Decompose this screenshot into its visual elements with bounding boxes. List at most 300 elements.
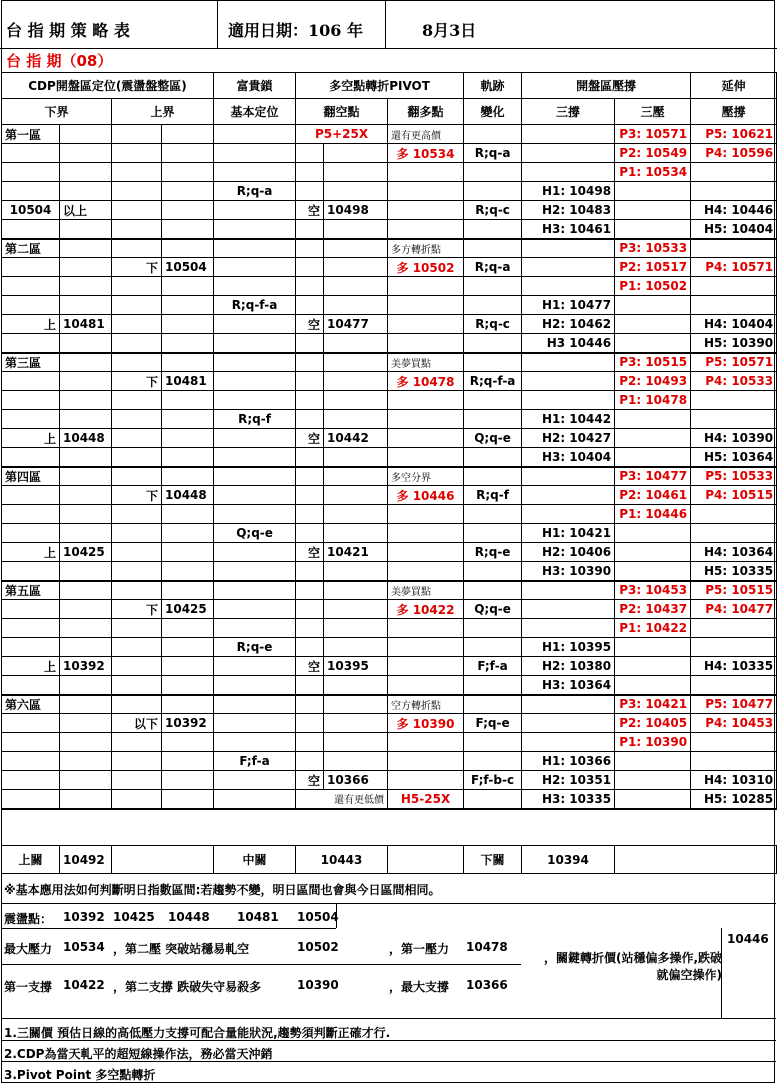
long-value: 10534 bbox=[412, 146, 455, 161]
short-mark: 空 bbox=[296, 315, 324, 334]
footnote: 2.CDP為當天軋平的超短線操作法，務必當天沖銷 bbox=[4, 1047, 273, 1061]
short-value: 10366 bbox=[324, 771, 388, 790]
upper-value bbox=[162, 220, 214, 239]
extension-level bbox=[691, 638, 777, 657]
upper-mark bbox=[112, 543, 162, 562]
long-cell bbox=[388, 524, 464, 543]
lower-mark bbox=[2, 619, 60, 638]
fugui-position bbox=[214, 676, 296, 695]
short-mark: 空 bbox=[296, 657, 324, 676]
extension-level: H4: 10310 bbox=[691, 771, 777, 790]
upper-value bbox=[162, 543, 214, 562]
short-value bbox=[324, 695, 388, 714]
lower-mark bbox=[2, 505, 60, 524]
extension-level bbox=[691, 163, 777, 182]
zone-row bbox=[2, 714, 777, 733]
resistance-level bbox=[615, 543, 691, 562]
lower-value bbox=[60, 372, 112, 391]
extension-level: H4: 10446 bbox=[691, 201, 777, 220]
resistance-level bbox=[615, 182, 691, 201]
resistance-level bbox=[615, 790, 691, 809]
track-change bbox=[464, 733, 522, 752]
track-change: R;q-c bbox=[464, 201, 522, 220]
resistance-level: P1: 10534 bbox=[615, 163, 691, 182]
upper-mark: 下 bbox=[112, 486, 162, 505]
upper-mark bbox=[112, 581, 162, 600]
fugui-position bbox=[214, 657, 296, 676]
upper-value bbox=[162, 562, 214, 581]
support-level bbox=[522, 505, 615, 524]
long-cell bbox=[388, 771, 464, 790]
max-resistance-label: 最大壓力 bbox=[4, 942, 53, 956]
upper-mark: 以下 bbox=[112, 714, 162, 733]
resistance-level: P1: 10422 bbox=[615, 619, 691, 638]
zone-name: 第六區 bbox=[2, 695, 60, 714]
upper-mark bbox=[112, 752, 162, 771]
resistance-level bbox=[615, 752, 691, 771]
extension-level bbox=[691, 676, 777, 695]
zone-row bbox=[2, 505, 777, 524]
support-level bbox=[522, 239, 615, 258]
resistance-level bbox=[615, 315, 691, 334]
track-change: F;q-e bbox=[464, 714, 522, 733]
short-mark bbox=[296, 220, 324, 239]
support-level bbox=[522, 277, 615, 296]
zone-row bbox=[2, 467, 777, 486]
short-value bbox=[324, 505, 388, 524]
lower-value: 10425 bbox=[60, 543, 112, 562]
fugui-position bbox=[214, 315, 296, 334]
track-change bbox=[464, 505, 522, 524]
track-change bbox=[464, 581, 522, 600]
short-value bbox=[324, 391, 388, 410]
lower-note: 以上 bbox=[60, 201, 112, 220]
long-cell bbox=[388, 201, 464, 220]
resistance-level bbox=[615, 296, 691, 315]
extension-level bbox=[691, 277, 777, 296]
gate-lower-label: 下關 bbox=[464, 846, 522, 874]
resistance-level bbox=[615, 771, 691, 790]
extension-level: H4: 10390 bbox=[691, 429, 777, 448]
fugui-position: R;q-f-a bbox=[214, 296, 296, 315]
track-change: Q;q-e bbox=[464, 600, 522, 619]
track-change bbox=[464, 125, 522, 144]
long-cell bbox=[388, 277, 464, 296]
upper-mark bbox=[112, 125, 162, 144]
fugui-position bbox=[214, 562, 296, 581]
gate-upper-value: 10492 bbox=[60, 846, 112, 874]
short-mark bbox=[296, 524, 324, 543]
lower-mark bbox=[2, 220, 60, 239]
support-level: H2: 10406 bbox=[522, 543, 615, 562]
short-value bbox=[324, 524, 388, 543]
support-level: H2: 10483 bbox=[522, 201, 615, 220]
track-change: Q;q-e bbox=[464, 429, 522, 448]
gate-mid-value: 10443 bbox=[296, 846, 388, 874]
track-change bbox=[464, 334, 522, 353]
upper-value bbox=[162, 638, 214, 657]
resistance-level bbox=[615, 429, 691, 448]
support-level bbox=[522, 353, 615, 372]
lower-mark bbox=[2, 562, 60, 581]
pivot-long-note: 還有更高價 bbox=[388, 125, 464, 144]
zone-name: 第三區 bbox=[2, 353, 60, 372]
short-value bbox=[324, 733, 388, 752]
lower-mark: 上 bbox=[2, 543, 60, 562]
extension-level: P5: 10533 bbox=[691, 467, 777, 486]
short-mark: 空 bbox=[296, 543, 324, 562]
short-value bbox=[324, 410, 388, 429]
col-group-pivot: 多空點轉折PIVOT bbox=[296, 73, 464, 99]
upper-value bbox=[162, 163, 214, 182]
long-cell bbox=[388, 448, 464, 467]
long-mark: 多 bbox=[396, 602, 409, 617]
short-value bbox=[324, 600, 388, 619]
short-mark: 空 bbox=[296, 771, 324, 790]
zone-name: 第四區 bbox=[2, 467, 60, 486]
short-mark bbox=[296, 296, 324, 315]
long-mark: 多 bbox=[396, 716, 409, 731]
upper-mark bbox=[112, 619, 162, 638]
short-mark bbox=[296, 581, 324, 600]
upper-mark bbox=[112, 505, 162, 524]
long-cell bbox=[388, 543, 464, 562]
resistance-level: P2: 10437 bbox=[615, 600, 691, 619]
resistance1-label: ，第一壓力 bbox=[389, 942, 450, 956]
resistance1-value: 10478 bbox=[466, 940, 508, 954]
col-resist3: 三壓 bbox=[615, 99, 691, 125]
zone-row bbox=[2, 600, 777, 619]
support-level bbox=[522, 125, 615, 144]
zone-name: 第二區 bbox=[2, 239, 60, 258]
pivot-long-note: 美夢買點 bbox=[388, 581, 464, 600]
support-level: H2: 10427 bbox=[522, 429, 615, 448]
upper-mark bbox=[112, 695, 162, 714]
extension-level: P4: 10571 bbox=[691, 258, 777, 277]
short-value bbox=[324, 638, 388, 657]
lower-value bbox=[60, 448, 112, 467]
lower-value bbox=[60, 182, 112, 201]
zone-row bbox=[2, 315, 777, 334]
track-change bbox=[464, 562, 522, 581]
short-value: 10421 bbox=[324, 543, 388, 562]
lower-mark bbox=[2, 448, 60, 467]
resistance-level: P3: 10533 bbox=[615, 239, 691, 258]
zone-row bbox=[2, 429, 777, 448]
short-value: 10395 bbox=[324, 657, 388, 676]
lower-mark bbox=[2, 144, 60, 163]
short-mark bbox=[296, 182, 324, 201]
long-value: 10502 bbox=[412, 260, 455, 275]
pivot-long-note: 美夢買點 bbox=[388, 353, 464, 372]
support-level: H1: 10366 bbox=[522, 752, 615, 771]
track-change bbox=[464, 277, 522, 296]
support-level bbox=[522, 486, 615, 505]
resistance-level bbox=[615, 638, 691, 657]
col-flip-long: 翻多點 bbox=[388, 99, 464, 125]
upper-value: 10504 bbox=[162, 258, 214, 277]
lower-value bbox=[60, 410, 112, 429]
track-change bbox=[464, 163, 522, 182]
upper-mark bbox=[112, 733, 162, 752]
resistance-level: P2: 10461 bbox=[615, 486, 691, 505]
support-level: H1: 10477 bbox=[522, 296, 615, 315]
resistance-level: P2: 10493 bbox=[615, 372, 691, 391]
long-cell bbox=[388, 752, 464, 771]
resistance2-value: 10502 bbox=[297, 940, 339, 954]
zone-row bbox=[2, 638, 777, 657]
support-level bbox=[522, 258, 615, 277]
short-value: 10477 bbox=[324, 315, 388, 334]
col-flip-short: 翻空點 bbox=[296, 99, 388, 125]
short-value bbox=[324, 467, 388, 486]
extension-level: P4: 10533 bbox=[691, 372, 777, 391]
lower-value bbox=[60, 771, 112, 790]
track-change bbox=[464, 239, 522, 258]
gate-mid-label: 中關 bbox=[214, 846, 296, 874]
resistance-level: P3: 10477 bbox=[615, 467, 691, 486]
col-group-ext: 延伸 bbox=[691, 73, 777, 99]
long-cell bbox=[388, 372, 464, 391]
short-value bbox=[324, 296, 388, 315]
fugui-position bbox=[214, 163, 296, 182]
long-cell bbox=[388, 562, 464, 581]
short-value bbox=[324, 220, 388, 239]
upper-value: 10425 bbox=[162, 600, 214, 619]
short-mark bbox=[296, 562, 324, 581]
sheet-header bbox=[0, 0, 777, 48]
range-value: 10504 bbox=[297, 910, 339, 924]
short-value bbox=[324, 239, 388, 258]
short-mark bbox=[296, 505, 324, 524]
range-label: 震盪點： bbox=[4, 912, 53, 926]
fugui-position bbox=[214, 543, 296, 562]
fugui-position: R;q-a bbox=[214, 182, 296, 201]
support-level bbox=[522, 581, 615, 600]
track-change bbox=[464, 790, 522, 809]
zone-row bbox=[2, 619, 777, 638]
zone-row bbox=[2, 391, 777, 410]
gate-lower-value: 10394 bbox=[522, 846, 615, 874]
short-value bbox=[324, 448, 388, 467]
zone-row bbox=[2, 220, 777, 239]
short-mark bbox=[296, 714, 324, 733]
upper-value: 10392 bbox=[162, 714, 214, 733]
lower-value bbox=[60, 619, 112, 638]
zone-row bbox=[2, 790, 777, 809]
resistance-level: P2: 10405 bbox=[615, 714, 691, 733]
track-change bbox=[464, 448, 522, 467]
resistance-level bbox=[615, 524, 691, 543]
extension-level: H4: 10364 bbox=[691, 543, 777, 562]
upper-value bbox=[162, 410, 214, 429]
zone-row bbox=[2, 144, 777, 163]
col-support3: 三撐 bbox=[522, 99, 615, 125]
support-level: H1: 10395 bbox=[522, 638, 615, 657]
short-mark bbox=[296, 258, 324, 277]
sheet-title: 台 指 期 策 略 表 bbox=[6, 21, 130, 40]
extension-level bbox=[691, 391, 777, 410]
fugui-position: F;f-a bbox=[214, 752, 296, 771]
upper-value bbox=[162, 448, 214, 467]
long-cell bbox=[388, 619, 464, 638]
support1-label: 第一支撐 bbox=[4, 980, 53, 994]
upper-mark bbox=[112, 144, 162, 163]
col-group-open: 開盤區壓撐 bbox=[522, 73, 691, 99]
long-mark: 多 bbox=[396, 374, 409, 389]
pivot-short-note: P5+25X bbox=[296, 125, 388, 144]
fugui-position bbox=[214, 258, 296, 277]
upper-mark bbox=[112, 448, 162, 467]
zone-name: 第五區 bbox=[2, 581, 60, 600]
zone-row bbox=[2, 277, 777, 296]
upper-mark: 下 bbox=[112, 372, 162, 391]
track-change bbox=[464, 353, 522, 372]
upper-value bbox=[162, 296, 214, 315]
track-change bbox=[464, 410, 522, 429]
zone-row bbox=[2, 334, 777, 353]
track-change bbox=[464, 296, 522, 315]
long-cell bbox=[388, 334, 464, 353]
extension-level: H5: 10285 bbox=[691, 790, 777, 809]
fugui-position bbox=[214, 505, 296, 524]
upper-mark bbox=[112, 201, 162, 220]
fugui-position: R;q-f bbox=[214, 410, 296, 429]
upper-value bbox=[162, 277, 214, 296]
extension-level bbox=[691, 752, 777, 771]
lower-value: 10481 bbox=[60, 315, 112, 334]
resistance-level: P2: 10549 bbox=[615, 144, 691, 163]
upper-mark bbox=[112, 771, 162, 790]
zone-row bbox=[2, 410, 777, 429]
lower-value bbox=[60, 733, 112, 752]
extension-level: P4: 10515 bbox=[691, 486, 777, 505]
upper-mark bbox=[112, 562, 162, 581]
track-change bbox=[464, 638, 522, 657]
support-level: H3: 10335 bbox=[522, 790, 615, 809]
short-mark bbox=[296, 695, 324, 714]
fugui-position bbox=[214, 334, 296, 353]
extension-level bbox=[691, 505, 777, 524]
upper-value bbox=[162, 733, 214, 752]
long-cell bbox=[388, 220, 464, 239]
track-change: F;f-a bbox=[464, 657, 522, 676]
support-level bbox=[522, 391, 615, 410]
lower-mark bbox=[2, 334, 60, 353]
support-level bbox=[522, 163, 615, 182]
resistance-level: P1: 10446 bbox=[615, 505, 691, 524]
track-change bbox=[464, 619, 522, 638]
short-mark: 空 bbox=[296, 201, 324, 220]
short-mark bbox=[296, 486, 324, 505]
strategy-table bbox=[1, 72, 777, 810]
resistance2-label: ，第二壓 突破站穩易軋空 bbox=[113, 942, 250, 956]
short-mark bbox=[296, 733, 324, 752]
extension-level: H4: 10335 bbox=[691, 657, 777, 676]
fugui-position: R;q-e bbox=[214, 638, 296, 657]
long-cell bbox=[388, 676, 464, 695]
lower-value bbox=[60, 296, 112, 315]
long-cell bbox=[388, 733, 464, 752]
extension-level: H5: 10390 bbox=[691, 334, 777, 353]
lower-bound: 10504 bbox=[2, 201, 60, 220]
col-lower: 下界 bbox=[2, 99, 112, 125]
extension-level: P5: 10477 bbox=[691, 695, 777, 714]
extension-level: H5: 10404 bbox=[691, 220, 777, 239]
lower-mark bbox=[2, 524, 60, 543]
fugui-position bbox=[214, 372, 296, 391]
support-level: H3: 10364 bbox=[522, 676, 615, 695]
short-value bbox=[324, 182, 388, 201]
track-change bbox=[464, 524, 522, 543]
short-mark bbox=[296, 619, 324, 638]
lower-value bbox=[60, 163, 112, 182]
support-level bbox=[522, 372, 615, 391]
zone-row bbox=[2, 771, 777, 790]
extension-level: P5: 10571 bbox=[691, 353, 777, 372]
extension-level: P5: 10621 bbox=[691, 125, 777, 144]
short-value bbox=[324, 486, 388, 505]
fugui-position bbox=[214, 277, 296, 296]
upper-value bbox=[162, 334, 214, 353]
upper-mark bbox=[112, 334, 162, 353]
fugui-position bbox=[214, 486, 296, 505]
fugui-position bbox=[214, 448, 296, 467]
short-value bbox=[324, 562, 388, 581]
support-level: H1: 10498 bbox=[522, 182, 615, 201]
lower-value: 10392 bbox=[60, 657, 112, 676]
lower-mark bbox=[2, 752, 60, 771]
extension-level: H5: 10364 bbox=[691, 448, 777, 467]
track-change bbox=[464, 676, 522, 695]
extension-level bbox=[691, 296, 777, 315]
extension-level: H5: 10335 bbox=[691, 562, 777, 581]
upper-value bbox=[162, 315, 214, 334]
zone-row bbox=[2, 752, 777, 771]
col-track: 變化 bbox=[464, 99, 522, 125]
zone-row bbox=[2, 486, 777, 505]
long-cell bbox=[388, 600, 464, 619]
short-value: 10498 bbox=[324, 201, 388, 220]
long-mark: 多 bbox=[396, 146, 409, 161]
extension-level bbox=[691, 182, 777, 201]
footnote: 3.Pivot Point 多空點轉折 bbox=[4, 1068, 156, 1082]
resistance-level bbox=[615, 676, 691, 695]
upper-value bbox=[162, 391, 214, 410]
zone-row bbox=[2, 695, 777, 714]
lower-value bbox=[60, 144, 112, 163]
short-value bbox=[324, 277, 388, 296]
zone-row bbox=[2, 163, 777, 182]
long-cell bbox=[388, 657, 464, 676]
range-value: 10481 bbox=[237, 910, 279, 924]
long-value: 10478 bbox=[412, 374, 455, 389]
lower-value bbox=[60, 524, 112, 543]
upper-value bbox=[162, 144, 214, 163]
fugui-position bbox=[214, 220, 296, 239]
fugui-position bbox=[214, 467, 296, 486]
fugui-position bbox=[214, 353, 296, 372]
short-mark bbox=[296, 391, 324, 410]
long-cell bbox=[388, 714, 464, 733]
short-value bbox=[324, 714, 388, 733]
support-level bbox=[522, 144, 615, 163]
zone-row bbox=[2, 296, 777, 315]
upper-value bbox=[162, 125, 214, 144]
zone-row bbox=[2, 182, 777, 201]
short-mark bbox=[296, 600, 324, 619]
short-mark bbox=[296, 239, 324, 258]
